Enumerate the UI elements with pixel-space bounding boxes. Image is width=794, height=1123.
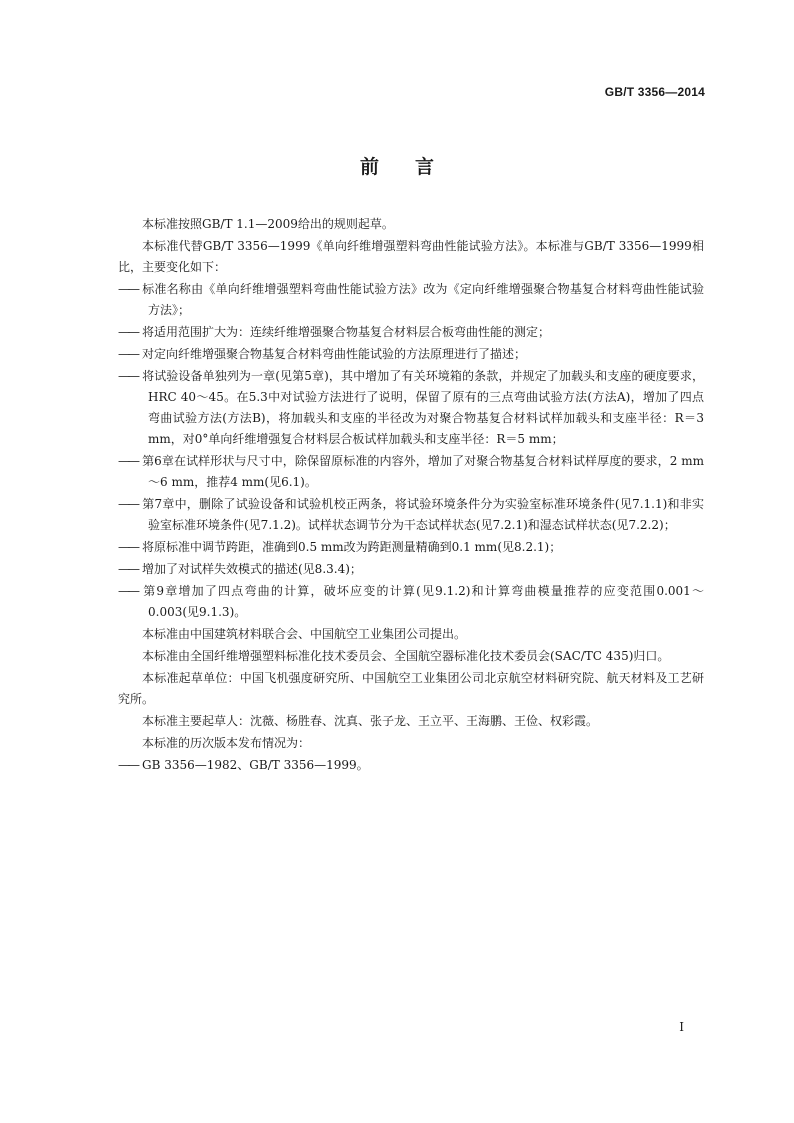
foreword-body bbox=[118, 214, 704, 777]
standard-code: GB/T 3356—2014 bbox=[604, 85, 705, 99]
page-title: 前言 bbox=[359, 156, 470, 178]
list-item bbox=[118, 581, 704, 623]
list-item bbox=[118, 279, 704, 321]
paragraph-proposer: 本标准由中国建筑材料联合会、中国航空工业集团公司提出。 bbox=[142, 627, 467, 641]
paragraph-centralized: 本标准由全国纤维增强塑料标准化技术委员会、全国航空器标准化技术委员会(SAC/TC 435)归口。 bbox=[142, 649, 670, 663]
list-item-text: 将试验设备单独列为一章(见第5章)，其中增加了有关环境箱的条款，并规定了加载头和支座的硬度要求，HRC 40～45。在5.3中对试验方法进行了说明，保留了原有的三点弯曲试验方法(方法A)，增加了四点弯曲试验方法(方法B)，将加载头和支座的半径改为对聚合物基复合材料试样加载头和支座半径：R＝3 mm，对0°单向纤维增强复合材料层合板试样加载头和支座半径：R＝5 mm； bbox=[142, 369, 704, 446]
paragraph-drafting-units: 本标准起草单位：中国飞机强度研究所、中国航空工业集团公司北京航空材料研究院、航天材料及工艺研究所。 bbox=[118, 671, 704, 706]
list-item-text: 将适用范围扩大为：连续纤维增强聚合物基复合材料层合板弯曲性能的测定； bbox=[142, 325, 551, 339]
list-item-text: 第7章中，删除了试验设备和试验机校正两条，将试验环境条件分为实验室标准环境条件(见7.1.1)和非实验室标准环境条件(见7.1.2)。试样状态调节分为干态试样状态(见7.2.1)和湿态试样状态(见7.2.2)； bbox=[142, 497, 704, 532]
list-item-text: 增加了对试样失效模式的描述(见8.3.4)； bbox=[142, 562, 362, 576]
dash-marker: —— bbox=[118, 584, 138, 598]
dash-marker: —— bbox=[118, 758, 138, 772]
list-item-text: 标准名称由《单向纤维增强塑料弯曲性能试验方法》改为《定向纤维增强聚合物基复合材料弯曲性能试验方法》； bbox=[142, 282, 704, 317]
dash-marker: —— bbox=[118, 540, 138, 554]
list-item bbox=[118, 322, 704, 343]
list-item-text: 将原标准中调节跨距，准确到0.5 mm改为跨距测量精确到0.1 mm(见8.2.1)； bbox=[142, 540, 562, 554]
dash-marker: —— bbox=[118, 369, 138, 383]
dash-marker: —— bbox=[118, 562, 138, 576]
history-item bbox=[118, 755, 704, 776]
dash-marker: —— bbox=[118, 325, 138, 339]
paragraph-history-intro: 本标准的历次版本发布情况为： bbox=[142, 736, 311, 750]
list-item bbox=[118, 537, 704, 558]
dash-marker: —— bbox=[118, 497, 138, 511]
list-item bbox=[118, 494, 704, 536]
list-item bbox=[118, 366, 704, 450]
list-item-text: 第9章增加了四点弯曲的计算，破坏应变的计算(见9.1.2)和计算弯曲模量推荐的应变范围0.001～0.003(见9.1.3)。 bbox=[142, 584, 704, 619]
list-item-text: 对定向纤维增强聚合物基复合材料弯曲性能试验的方法原理进行了描述； bbox=[142, 347, 527, 361]
dash-marker: —— bbox=[118, 454, 138, 468]
paragraph-replacement: 本标准代替GB/T 3356—1999《单向纤维增强塑料弯曲性能试验方法》。本标准与GB/T 3356—1999相比，主要变化如下： bbox=[118, 239, 704, 274]
list-item bbox=[118, 559, 704, 580]
list-item bbox=[118, 344, 704, 365]
dash-marker: —— bbox=[118, 282, 138, 296]
page-number: I bbox=[679, 1020, 684, 1034]
paragraph-drafters: 本标准主要起草人：沈薇、杨胜春、沈真、张子龙、王立平、王海鹏、王俭、权彩霞。 bbox=[142, 714, 599, 728]
history-item-text: GB 3356—1982、GB/T 3356—1999。 bbox=[142, 758, 369, 772]
list-item bbox=[118, 451, 704, 493]
list-item-text: 第6章在试样形状与尺寸中，除保留原标准的内容外，增加了对聚合物基复合材料试样厚度的要求，2 mm～6 mm，推荐4 mm(见6.1)。 bbox=[142, 454, 704, 489]
dash-marker: —— bbox=[118, 347, 138, 361]
changes-list bbox=[118, 279, 704, 623]
paragraph-drafting-rules: 本标准按照GB/T 1.1—2009给出的规则起草。 bbox=[142, 217, 394, 231]
